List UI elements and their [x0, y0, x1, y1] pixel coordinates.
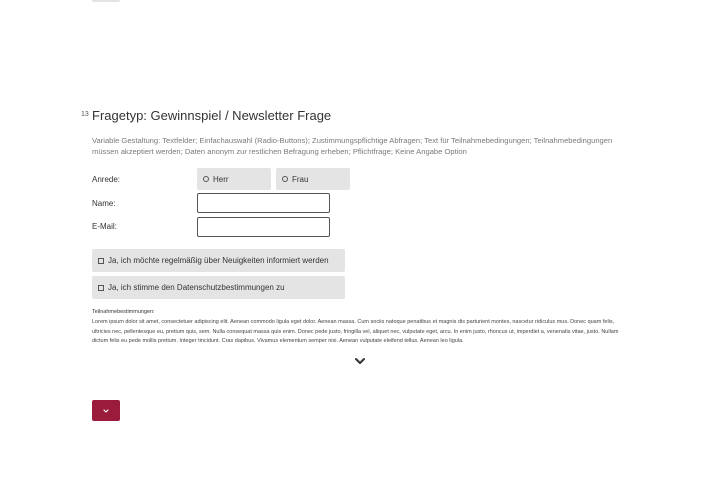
- radio-option-label: Frau: [292, 174, 309, 184]
- privacy-checkbox-label: Ja, ich stimme den Datenschutzbestimmungen zu: [108, 283, 285, 292]
- email-label: E-Mail:: [92, 222, 117, 231]
- radio-circle-icon: [282, 176, 288, 182]
- terms-text: Lorem ipsum dolor sit amet, consectetuer adipiscing elit. Aenean commodo ligula eget dolor. Aenean massa. Cum sociis natoque penatibus et magnis dis parturient montes, nascetur ridiculus mus. Donec quam felis, ultricies nec, pellentesque eu, pretium quis, sem. Nulla consequat massa quis enim. Donec pede justo, fringilla vel, aliquet nec, vulputate eget, arcu. In enim justo, rhoncus ut, imperdiet a, venenatis vitae, justo. Nullam dictum felis eu pede mollis pretium. Integer tincidunt. Cras dapibus. Vivamus elementum semper nisi. Aenean vulputate eleifend tellus. Aenean leo ligula.: [92, 319, 619, 344]
- privacy-checkbox[interactable]: [92, 276, 345, 299]
- radio-option-frau[interactable]: [276, 168, 350, 190]
- salutation-label: Anrede:: [92, 175, 121, 184]
- checkbox-icon: [98, 285, 104, 291]
- next-button[interactable]: [92, 400, 120, 421]
- newsletter-checkbox-label: Ja, ich möchte regelmäßig über Neuigkeiten informiert werden: [108, 256, 329, 265]
- question-title: Fragetyp: Gewinnspiel / Newsletter Frage: [92, 108, 332, 123]
- radio-circle-icon: [203, 176, 209, 182]
- chevron-down-icon: [102, 407, 110, 415]
- newsletter-checkbox[interactable]: [92, 249, 345, 272]
- name-label: Name:: [92, 199, 116, 208]
- checkbox-icon: [98, 258, 104, 264]
- terms-heading: Teilnahmebestimmungen:: [92, 309, 155, 315]
- name-input[interactable]: [197, 193, 330, 213]
- question-number: 13: [81, 111, 89, 118]
- question-description: Variable Gestaltung: Textfelder; Einfachauswahl (Radio-Buttons); Zustimmungspflichtige Abfragen; Text für Teilnahmebedingungen; Teilnahmebedingungen müssen akzeptiert werden; Daten anonym zur restlichen Befragung erheben; Pflichtfrage; Keine Angabe Option: [92, 136, 613, 156]
- radio-option-herr[interactable]: [197, 168, 271, 190]
- expand-terms-chevron-down-icon[interactable]: [354, 354, 366, 366]
- radio-option-label: Herr: [213, 174, 229, 184]
- email-input[interactable]: [197, 217, 330, 237]
- previous-section-edge: [92, 0, 120, 2]
